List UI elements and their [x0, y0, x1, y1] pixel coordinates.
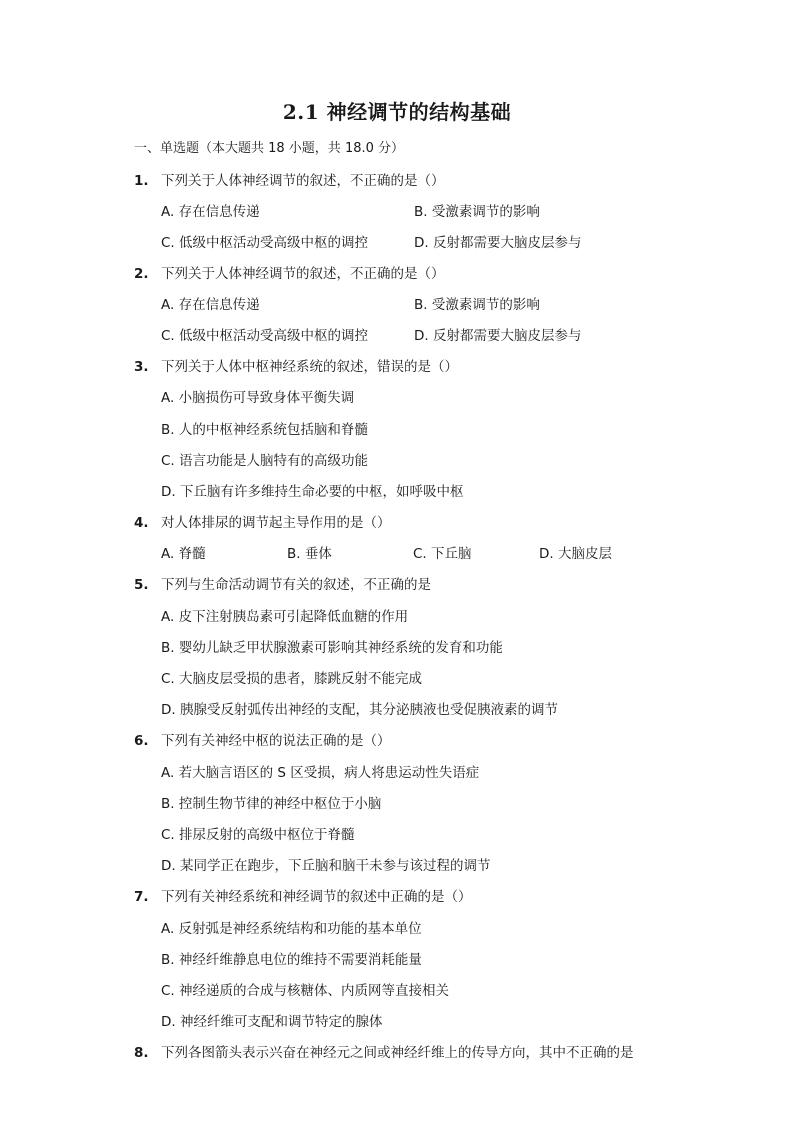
option-d: D. 某同学正在跑步，下丘脑和脑干未参与该过程的调节 [161, 858, 491, 874]
question-text: 下列关于人体中枢神经系统的叙述，错误的是（） [161, 359, 458, 375]
question-4 [134, 513, 694, 533]
option-d: D. 下丘脑有许多维持生命必要的中枢，如呼吸中枢 [161, 484, 464, 500]
question-7 [134, 887, 694, 907]
option-a: A. 脊髓 [161, 546, 206, 562]
option-a: A. 若大脑言语区的 S 区受损，病人将患运动性失语症 [161, 765, 480, 781]
question-number: 6. [134, 733, 149, 749]
option-d: D. 大脑皮层 [539, 546, 612, 562]
option-a: A. 存在信息传递 [161, 204, 260, 220]
option-c: C. 低级中枢活动受高级中枢的调控 [161, 328, 369, 344]
question-text: 下列各图箭头表示兴奋在神经元之间或神经纤维上的传导方向，其中不正确的是 [161, 1045, 634, 1061]
option-d: D. 神经纤维可支配和调节特定的腺体 [161, 1014, 383, 1030]
question-number: 8. [134, 1045, 149, 1061]
question-number: 2. [134, 266, 149, 282]
option-b: B. 神经纤维静息电位的维持不需要消耗能量 [161, 952, 422, 968]
question-text: 下列关于人体神经调节的叙述，不正确的是（） [161, 173, 445, 189]
question-number: 1. [134, 173, 149, 189]
option-d: D. 反射都需要大脑皮层参与 [414, 328, 582, 344]
option-c: C. 下丘脑 [413, 546, 472, 562]
question-number: 5. [134, 577, 149, 593]
question-text: 下列关于人体神经调节的叙述，不正确的是（） [161, 266, 445, 282]
option-a: A. 存在信息传递 [161, 297, 260, 313]
option-c: C. 大脑皮层受损的患者，膝跳反射不能完成 [161, 671, 423, 687]
option-b: B. 婴幼儿缺乏甲状腺激素可影响其神经系统的发育和功能 [161, 640, 503, 656]
section-heading: 一、单选题（本大题共 18 小题，共 18.0 分） [134, 141, 405, 156]
question-number: 4. [134, 515, 149, 531]
option-c: C. 神经递质的合成与核糖体、内质网等直接相关 [161, 983, 450, 999]
option-b: B. 受激素调节的影响 [414, 297, 540, 313]
option-c: C. 排尿反射的高级中枢位于脊髓 [161, 827, 355, 843]
question-2 [134, 264, 694, 284]
option-b: B. 垂体 [287, 546, 332, 562]
question-3 [134, 357, 694, 377]
option-b: B. 人的中枢神经系统包括脑和脊髓 [161, 422, 368, 438]
option-b: B. 控制生物节律的神经中枢位于小脑 [161, 796, 382, 812]
question-text: 下列有关神经中枢的说法正确的是（） [161, 733, 391, 749]
question-number: 7. [134, 889, 149, 905]
question-6 [134, 731, 694, 751]
option-b: B. 受激素调节的影响 [414, 204, 540, 220]
option-c: C. 低级中枢活动受高级中枢的调控 [161, 235, 369, 251]
question-text: 下列与生命活动调节有关的叙述，不正确的是 [161, 577, 431, 593]
question-text: 对人体排尿的调节起主导作用的是（） [161, 515, 391, 531]
option-c: C. 语言功能是人脑特有的高级功能 [161, 453, 369, 469]
option-a: A. 反射弧是神经系统结构和功能的基本单位 [161, 921, 422, 937]
page-title: 2.1 神经调节的结构基础 [282, 100, 512, 124]
option-a: A. 皮下注射胰岛素可引起降低血糖的作用 [161, 609, 409, 625]
question-5 [134, 575, 694, 595]
question-number: 3. [134, 359, 149, 375]
question-8 [134, 1043, 694, 1063]
option-d: D. 胰腺受反射弧传出神经的支配，其分泌胰液也受促胰液素的调节 [161, 702, 558, 718]
option-d: D. 反射都需要大脑皮层参与 [414, 235, 582, 251]
option-a: A. 小脑损伤可导致身体平衡失调 [161, 390, 355, 406]
question-1 [134, 171, 694, 191]
question-text: 下列有关神经系统和神经调节的叙述中正确的是（） [161, 889, 472, 905]
